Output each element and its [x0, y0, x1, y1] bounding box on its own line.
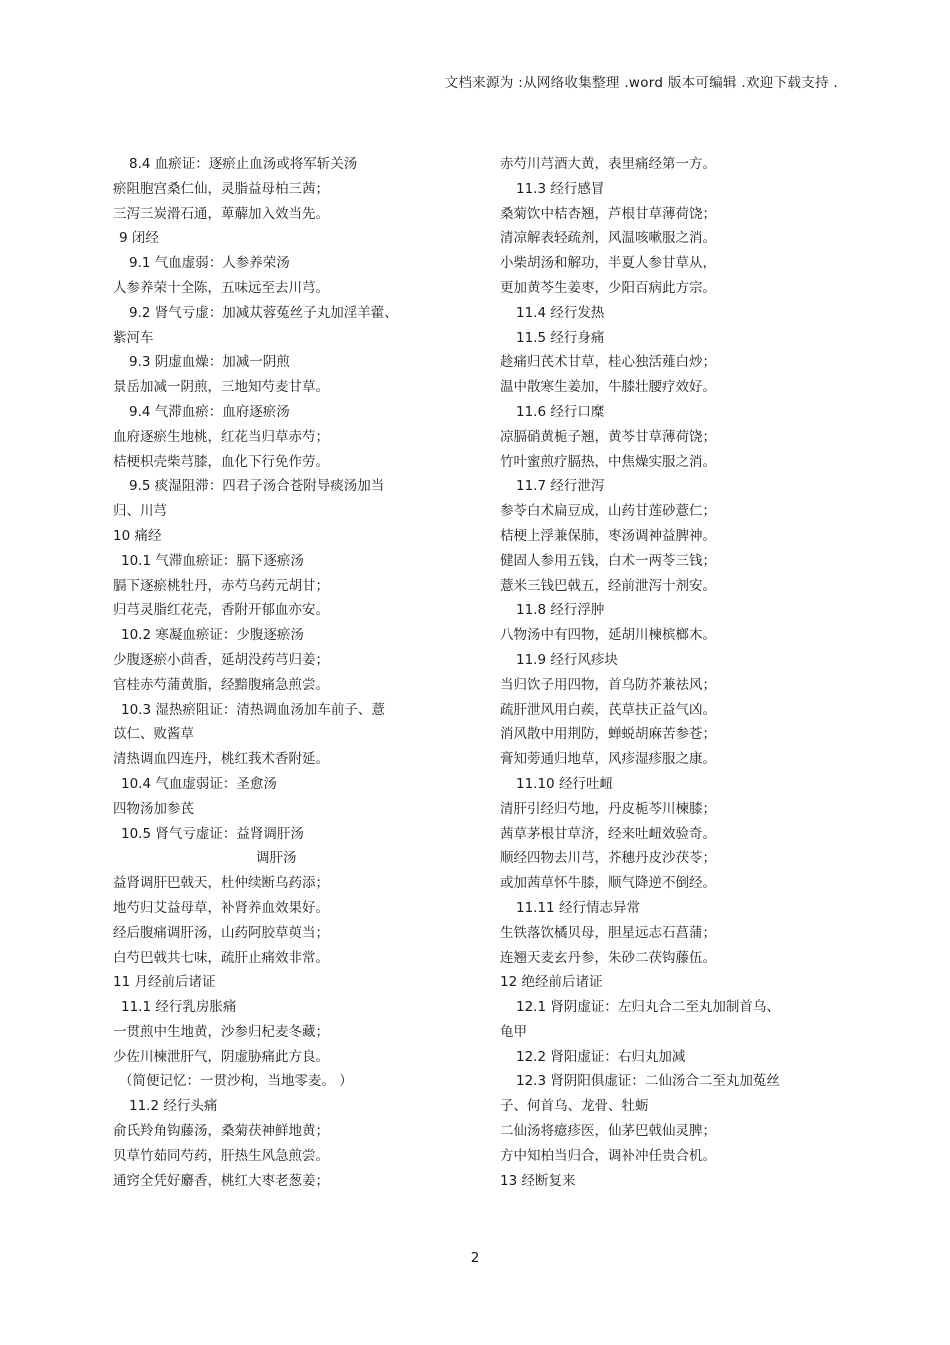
- text-line: 顺经四物去川芎，芥穗丹皮沙茯苓；: [500, 850, 716, 867]
- text-line: 竹叶蜜煎疗膈热，中焦燥实服之消。: [500, 453, 716, 470]
- text-line: 11.10 经行吐衄: [516, 775, 613, 792]
- text-line: 12.1 肾阴虚证：左归丸合二至丸加制首乌、: [516, 999, 780, 1016]
- document-source-header: 文档来源为 :从网络收集整理 .word 版本可编辑 .欢迎下载支持 .: [444, 75, 838, 91]
- text-line: 归芎灵脂红花壳，香附开郁血亦安。: [113, 602, 329, 619]
- text-line: 连翘天麦玄丹参，朱砂二茯钩藤伍。: [500, 949, 716, 966]
- text-line: 清凉解表轻疏剂，风温咳嗽服之消。: [500, 230, 716, 247]
- text-line: 桔梗枳壳柴芎膝，血化下行免作劳。: [113, 453, 329, 470]
- page-number: 2: [470, 1250, 480, 1266]
- text-line: 薏米三钱巴戟五，经前泄泻十剂安。: [500, 577, 716, 594]
- text-line: 健固人参用五钱，白术一两苓三钱；: [500, 552, 716, 569]
- text-line: 人参养荣十全陈，五味远至去川芎。: [113, 279, 329, 296]
- text-line: 四物汤加参芪: [113, 800, 194, 817]
- text-line: 11.6 经行口糜: [516, 403, 605, 420]
- text-line: 11.3 经行感冒: [516, 180, 605, 197]
- text-line: 10.1 气滞血瘀证：膈下逐瘀汤: [121, 552, 304, 569]
- right-column: [500, 152, 830, 1193]
- text-line: 11.5 经行身痛: [516, 329, 605, 346]
- text-line: 血府逐瘀生地桃，红花当归草赤芍；: [113, 428, 329, 445]
- text-line: 11.4 经行发热: [516, 304, 605, 321]
- text-line: 桑菊饮中桔杏翘，芦根甘草薄荷饶；: [500, 205, 716, 222]
- text-line: 赤芍川芎酒大黄，表里痛经第一方。: [500, 156, 716, 172]
- text-line: 茜草茅根甘草济，经来吐衄效验奇。: [500, 825, 716, 842]
- text-line: 13 经断复来: [500, 1172, 576, 1189]
- text-line: 11.7 经行泄泻: [516, 478, 605, 495]
- text-line: 少腹逐瘀小茴香，延胡没药芎归姜；: [113, 651, 329, 668]
- text-line: 9.4 气滞血瘀：血府逐瘀汤: [129, 403, 290, 420]
- text-line: 10 痛经: [113, 527, 162, 544]
- text-line: 9.5 痰湿阻滞：四君子汤合苍附导痰汤加当: [129, 478, 385, 495]
- text-line: 瘀阻胞宫桑仁仙，灵脂益母柏三茜；: [113, 180, 329, 197]
- text-line: 清热调血四连丹，桃红莪术香附延。: [113, 751, 329, 768]
- text-line: 清肝引经归芍地，丹皮栀芩川楝膝；: [500, 800, 716, 817]
- text-line: 子、何首乌、龙骨、牡蛎: [500, 1098, 649, 1115]
- text-line: 参苓白术扁豆成，山药甘莲砂薏仁；: [500, 503, 716, 520]
- text-line: 八物汤中有四物，延胡川楝槟榔木。: [500, 627, 716, 644]
- text-line: 趁痛归芪术甘草，桂心独活薤白炒；: [500, 354, 716, 371]
- text-line: 当归饮子用四物，首乌防芥兼祛风；: [500, 676, 716, 693]
- text-line: 经后腹痛调肝汤，山药阿胶草萸当；: [113, 924, 329, 941]
- text-line: 官桂赤芍蒲黄脂，经黯腹痛急煎尝。: [113, 676, 329, 693]
- text-line: 俞氏羚角钩藤汤，桑菊茯神鲜地黄；: [113, 1123, 329, 1140]
- text-line: 10.4 气血虚弱证：圣愈汤: [121, 775, 277, 792]
- text-line: 12.3 肾阴阳俱虚证：二仙汤合二至丸加菟丝: [516, 1073, 780, 1090]
- text-line: 调肝汤: [256, 850, 297, 867]
- text-line: 地芍归艾益母草，补肾养血效果好。: [113, 899, 329, 916]
- text-line: 12 绝经前后诸证: [500, 974, 603, 991]
- text-line: 苡仁、败酱草: [113, 726, 194, 743]
- text-line: 疏肝泄风用白蒺，芪草扶正益气凶。: [500, 701, 716, 718]
- text-line: 12.2 肾阳虚证：右归丸加减: [516, 1048, 686, 1065]
- text-line: 方中知柏当归合，调补冲任贵合机。: [500, 1147, 716, 1164]
- text-line: 二仙汤将癔疹医，仙茅巴戟仙灵脾；: [500, 1123, 716, 1140]
- text-line: 10.2 寒凝血瘀证：少腹逐瘀汤: [121, 627, 304, 644]
- text-line: 更加黄芩生姜枣，少阳百病此方宗。: [500, 279, 716, 296]
- text-line: 一贯煎中生地黄，沙参归杞麦冬藏；: [113, 1023, 329, 1040]
- text-line: 9.2 肾气亏虚：加减苁蓉菟丝子丸加淫羊藿、: [129, 304, 398, 321]
- text-line: 小柴胡汤和解功，半夏人参甘草从，: [500, 255, 716, 272]
- text-line: 归、川芎: [113, 503, 167, 520]
- text-line: 9.3 阴虚血燥：加减一阴煎: [129, 354, 290, 371]
- text-line: 11.2 经行头痛: [129, 1098, 218, 1115]
- text-line: 紫河车: [113, 329, 154, 346]
- text-line: 龟甲: [500, 1023, 527, 1040]
- text-line: 膏知蒡通归地草，风疹湿疹服之康。: [500, 751, 716, 768]
- text-line: 或加茜草怀牛膝，顺气降逆不倒经。: [500, 875, 716, 892]
- text-line: 11 月经前后诸证: [113, 974, 216, 991]
- text-line: 消风散中用荆防，蝉蜕胡麻苦参苍；: [500, 726, 716, 743]
- text-line: 10.5 肾气亏虚证：益肾调肝汤: [121, 825, 304, 842]
- text-line: 景岳加减一阴煎，三地知芍麦甘草。: [113, 379, 329, 396]
- text-line: 生铁落饮橘贝母，胆星远志石菖蒲；: [500, 924, 716, 941]
- text-line: 温中散寒生姜加，牛膝壮腰疗效好。: [500, 379, 716, 396]
- text-line: 益肾调肝巴戟天，杜仲续断乌药添；: [113, 875, 329, 892]
- text-line: 11.1 经行乳房胀痛: [121, 999, 237, 1016]
- text-line: 10.3 湿热瘀阻证：清热调血汤加车前子、薏: [121, 701, 385, 718]
- text-line: （简便记忆：一贯沙枸，当地零麦。 ）: [119, 1073, 353, 1090]
- text-line: 11.9 经行风疹块: [516, 651, 618, 668]
- text-line: 白芍巴戟共七味，疏肝止痛效非常。: [113, 949, 329, 966]
- text-line: 贝草竹茹同芍药，肝热生风急煎尝。: [113, 1147, 329, 1164]
- text-line: 9 闭经: [119, 230, 159, 247]
- text-line: 少佐川楝泄肝气，阴虚胁痛此方良。: [113, 1048, 329, 1065]
- left-column: [113, 152, 443, 1193]
- text-line: 凉膈硝黄栀子翘，黄芩甘草薄荷饶；: [500, 428, 716, 445]
- text-line: 11.8 经行浮肿: [516, 602, 605, 619]
- text-line: 11.11 经行情志异常: [516, 899, 640, 916]
- text-line: 膈下逐瘀桃牡丹，赤芍乌药元胡甘；: [113, 577, 329, 594]
- text-line: 三泻三炭滑石通，萆薢加入效当先。: [113, 205, 329, 222]
- text-line: 通窍全凭好麝香，桃红大枣老葱姜；: [113, 1172, 329, 1189]
- text-line: 桔梗上浮兼保肺，枣汤调神益脾神。: [500, 527, 716, 544]
- text-line: 9.1 气血虚弱：人参养荣汤: [129, 255, 290, 272]
- text-line: 8.4 血瘀证：逐瘀止血汤或将军斩关汤: [129, 156, 358, 172]
